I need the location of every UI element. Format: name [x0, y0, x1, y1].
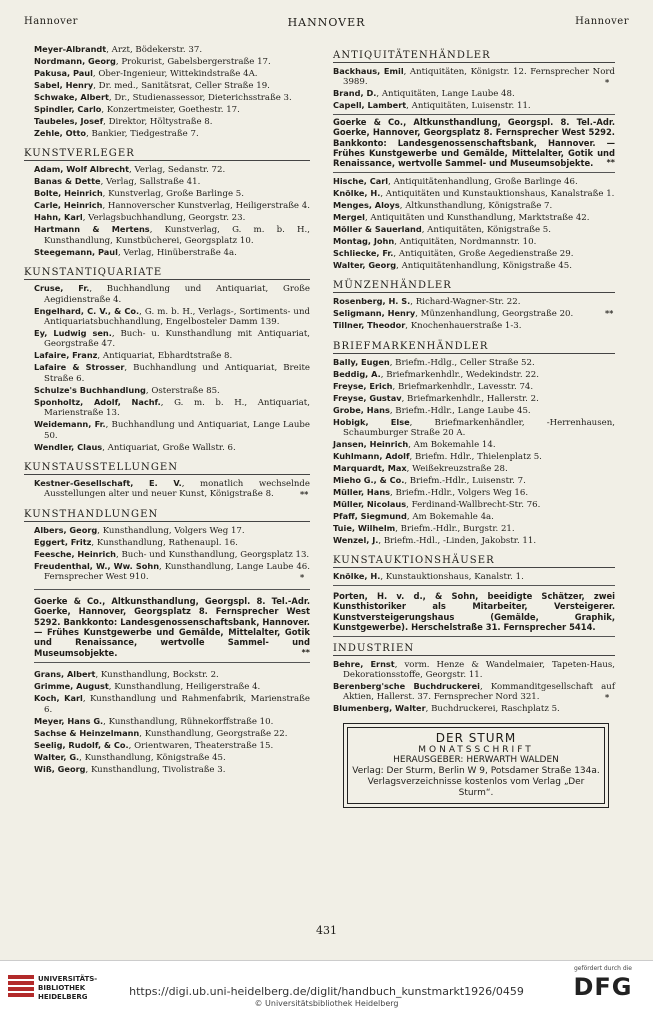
sturm-address: Verlag: Der Sturm, Berlin W 9, Potsdamer Straße 134a. Verlagsverzeichnisse kostenlos vom Verlag „Der Sturm“.: [352, 765, 600, 798]
entry-name: Walter, G.: [34, 751, 80, 762]
entry-name: Freyse, Erich: [333, 380, 393, 391]
entry-details: , Antiquitäten, Luisenstr. 11.: [406, 101, 531, 112]
entry-name: Schwake, Albert: [34, 92, 109, 102]
entry-name: Brand, D.: [333, 88, 377, 99]
entry-name: Hische, Carl: [333, 175, 389, 186]
entry-name: Knölke, H.: [333, 571, 381, 582]
entry-details: , Dr. med., Sanitätsrat, Celler Straße 19.: [93, 81, 270, 91]
entry-name: Wendler, Claus: [34, 441, 103, 452]
entry-details: , Ober-Ingenieur, Wittekindstraße 4A.: [92, 69, 258, 79]
entry-details: , Altkunsthandlung, Königstraße 7.: [399, 200, 553, 211]
list-kunstauktion: [333, 571, 615, 582]
directory-entry: [34, 224, 310, 246]
entry-name: Behre, Ernst: [333, 658, 395, 669]
entry-details: , Buchdruckerei, Raschplatz 5.: [425, 704, 560, 715]
directory-entry: [333, 248, 615, 259]
ad-goerke-left: [34, 596, 310, 658]
entry-name: Cruse, Fr.: [34, 283, 90, 294]
entry-details: , Kunstauktionshaus, Kanalstr. 1.: [380, 572, 524, 583]
directory-entry: [34, 44, 310, 55]
entry-details: , Antiquitätenhandlung, Königstraße 45.: [396, 260, 572, 271]
directory-entry: Seligmann, Henry, Münzenhandlung, Georgstraße 20. **: [333, 308, 614, 320]
entry-name: Taubeles, Josef: [34, 116, 104, 126]
list-kunsthandlungen-2: [34, 669, 310, 775]
directory-entry: [333, 523, 615, 534]
entry-name: Spindler, Carlo: [34, 104, 102, 114]
entry-details: , Prokurist, Gabelsbergerstraße 17.: [115, 57, 271, 67]
entry-name: Wiß, Georg: [34, 763, 86, 774]
entry-details: , Antiquitätenhandlung, Große Barlinge 46.: [388, 176, 578, 187]
list-antiquitaeten-2: [333, 176, 615, 271]
entry-details: , Kunsthandlung, Volgers Weg 17.: [97, 525, 245, 536]
directory-entry: [333, 88, 615, 99]
entry-details: , G. m. b. H., Verlags-, Sortiments- und Antiquariatsbuchhandlung, Engelbosteler Damm 139.: [44, 306, 310, 328]
entry-details: , Hannoverscher Kunstverlag, Heiligerstraße 4.: [102, 201, 310, 212]
copyright-notice: © Universitätsbibliothek Heidelberg: [254, 999, 399, 1008]
directory-entry: [34, 752, 310, 763]
directory-entry: [34, 188, 310, 199]
entry-name: Zehle, Otto: [34, 128, 87, 138]
entry-details: , Verlag, Sallstraße 41.: [100, 177, 201, 188]
entry-details: , G. m. b. H., Antiquariat, Marienstraße 13.: [44, 397, 310, 419]
directory-entry: [333, 417, 615, 439]
entry-details: , Verlagsbuchhandlung, Georgstr. 23.: [82, 213, 246, 224]
entry-details: , Kunsthandlung, Heiligerstraße 4.: [108, 682, 261, 693]
directory-entry: [333, 405, 615, 416]
directory-entry: [333, 100, 615, 111]
entry-name: Tuie, Wilhelm: [333, 523, 396, 534]
header-center: HANNOVER: [287, 16, 366, 29]
directory-entry: [333, 475, 615, 486]
directory-entry: Backhaus, Emil, Antiquitäten, Königstr. 12. Fernsprecher Nord 3989. *: [333, 66, 615, 88]
directory-entry: [34, 397, 310, 419]
entry-details: , Antiquitäten, Königstr. 12. Fernsprecher Nord 3989.: [343, 67, 615, 88]
entry-details: , Knochenhauerstraße 1-3.: [405, 321, 522, 332]
list-top: [34, 44, 310, 139]
entry-name: Nordmann, Georg: [34, 56, 116, 66]
entry-name: Berenberg'sche Buchdruckerei: [333, 680, 480, 691]
directory-entry: [333, 703, 615, 714]
entry-details: , Antiquitäten, Große Aegedienstraße 29.: [393, 248, 574, 259]
entry-name: Montag, John: [333, 235, 395, 246]
entry-name: Knölke, H.: [333, 187, 381, 198]
section-heading-antiquitaeten: ANTIQUITÄTENHÄNDLER: [333, 47, 615, 63]
directory-entry: Freudenthal, W., Ww. Sohn, Kunsthandlung, Lange Laube 46. Fernsprecher West 910. *: [34, 560, 310, 583]
directory-entry: [34, 681, 310, 692]
section-heading-industrien: INDUSTRIEN: [333, 640, 615, 656]
dfg-logo[interactable]: [567, 965, 639, 1011]
entry-name: Carle, Heinrich: [34, 200, 103, 211]
entry-details: , Briefm.-Hdl., -Linden, Jakobstr. 11.: [378, 536, 537, 547]
entry-details: , Buchhandlung und Antiquariat, Lange Laube 50.: [44, 420, 311, 441]
entry-name: Walter, Georg: [333, 259, 397, 270]
directory-entry: [333, 224, 615, 235]
entry-details: , Kunsthandlung, Königstraße 45.: [79, 752, 226, 763]
entry-details: , Kunsthandlung, Tivolistraße 3.: [85, 764, 226, 775]
directory-entry: [34, 176, 310, 187]
entry-name: Freyse, Gustav: [333, 392, 402, 403]
entry-name: Hahn, Karl: [34, 212, 83, 223]
directory-entry: [34, 669, 310, 680]
entry-name: Seelig, Rudolf, & Co.: [34, 739, 129, 750]
list-muenzen: [333, 296, 615, 331]
page-number: 431: [316, 924, 337, 937]
directory-entry: [34, 549, 310, 560]
directory-entry: [333, 463, 615, 474]
directory-entry: [34, 350, 310, 361]
entry-details: , Orientwaren, Theaterstraße 15.: [128, 740, 274, 751]
directory-entry: Berenberg'sche Buchdruckerei, Kommanditgesellschaft auf Aktien, Hallerst. 37. Fernsprecher Nord 321. *: [333, 680, 616, 703]
list-kunstausstellungen: [34, 478, 310, 500]
section-heading-kunsthandlungen: KUNSTHANDLUNGEN: [24, 506, 310, 522]
entry-details: , Kunstverlag, Große Barlinge 5.: [102, 189, 244, 200]
entry-name: Weidemann, Fr.: [34, 419, 106, 430]
directory-entry: [34, 164, 310, 175]
entry-name: Mieho G., & Co.: [333, 475, 405, 486]
directory-entry: [333, 212, 615, 223]
running-header: [24, 16, 629, 30]
divider: [34, 662, 310, 663]
entry-details: , Arzt, Bödekerstr. 37.: [106, 45, 203, 55]
entry-name: Capell, Lambert: [333, 100, 407, 111]
entry-name: Bally, Eugen: [333, 356, 390, 367]
section-heading-kunstantiquariate: KUNSTANTIQUARIATE: [24, 264, 310, 280]
directory-entry: [333, 487, 615, 498]
directory-entry: [34, 128, 310, 139]
directory-entry: [34, 212, 310, 223]
entry-details: , vorm. Henze & Wandelmaier, Tapeten-Haus, Dekorationsstoffe, Georgstr. 11.: [343, 659, 615, 680]
entry-details: , Briefm.-Hdlg., Celler Straße 52.: [389, 357, 535, 368]
entry-name: Müller, Hans: [333, 487, 391, 498]
entry-name: Beddig, A.: [333, 368, 381, 379]
directory-entry: [34, 56, 310, 67]
entry-details: , Verlag, Hinüberstraße 4a.: [117, 247, 237, 258]
directory-entry: [333, 260, 615, 271]
entry-name: Kestner-Gesellschaft, E. V.: [34, 478, 182, 489]
directory-entry: [333, 451, 615, 462]
entry-name: Eggert, Fritz: [34, 536, 92, 547]
list-industrien: [333, 659, 615, 715]
directory-entry: [34, 728, 310, 739]
directory-entry: [34, 328, 310, 350]
ad-goerke-right-text: Goerke & Co., Altkunsthandlung, Georgspl. 8. Tel.-Adr. Goerke, Hannover, Georgsplatz 8. Fernsprecher West 5292. Bankkonto: Landesgenossenschaftsbank, Hannover. — Frühes Kunstgewerbe und Gemälde, Mittelalter, Gotik und Renaissance, wertvolle Sammel- und Museumsobjekte.: [333, 116, 615, 169]
ad-goerke-left-mark: **: [301, 647, 310, 657]
entry-name: Bolte, Heinrich: [34, 188, 103, 199]
directory-entry: [333, 393, 615, 404]
entry-name: Feesche, Heinrich: [34, 548, 117, 559]
entry-details: , Kunsthandlung und Rahmenfabrik, Marienstraße 6.: [44, 694, 310, 715]
entry-details: , Konzertmeister, Goethestr. 17.: [101, 105, 240, 115]
der-sturm-advertisement: [343, 723, 609, 808]
entry-details: , Osterstraße 85.: [145, 385, 220, 396]
entry-name: Grimme, August: [34, 681, 109, 692]
entry-details: , Briefm.-Hdlr., Burgstr. 21.: [395, 524, 515, 535]
directory-entry: [333, 176, 615, 187]
entry-name: Möller & Sauerland: [333, 223, 422, 234]
entry-name: Hobigk, Else: [333, 416, 410, 427]
entry-name: Kuhlmann, Adolf: [333, 451, 410, 462]
entry-details: , Antiquitäten und Kunstauktionshaus, Kanalstraße 1.: [380, 188, 615, 199]
entry-details: , Am Bokemahle 4a.: [406, 512, 494, 523]
permalink-url[interactable]: https://digi.ub.uni-heidelberg.de/diglit/handbuch_kunstmarkt1926/0459: [129, 985, 524, 998]
entry-name: Schliecke, Fr.: [333, 247, 394, 258]
entry-details: , Buch- u. Kunsthandlung mit Antiquariat, Georgstraße 47.: [44, 329, 311, 350]
list-antiquitaeten: [333, 66, 615, 112]
directory-entry: [34, 283, 310, 305]
ad-porten: Porten, H. v. d., & Sohn, beeidigte Schätzer, zwei Kunsthistoriker als Mitarbeiter, Versteigerer. Kunstversteigerungshaus (Gemälde, Graphik, Kunstgewerbe). Herschelstraße 31. Fernsprecher 5414.: [333, 590, 615, 633]
left-column: [24, 44, 311, 781]
entry-details: , Verlag, Sedanstr. 72.: [129, 165, 226, 176]
viewer-footer: [0, 960, 653, 1014]
directory-entry: [333, 236, 615, 247]
sturm-publisher: HERAUSGEBER: HERWARTH WALDEN: [393, 754, 559, 765]
entry-name: Grans, Albert: [34, 669, 96, 680]
entry-name: Menges, Aloys: [333, 199, 400, 210]
entry-details: , Kommanditgesellschaft auf Aktien, Hallerst. 37. Fernsprecher Nord 321.: [343, 681, 616, 703]
entry-details: , Kunsthandlung, Bockstr. 2.: [95, 670, 219, 681]
entry-details: , Kunsthandlung, Lange Laube 46. Fernsprecher West 910.: [44, 561, 310, 583]
entry-name: Sachse & Heinzelmann: [34, 727, 140, 738]
list-kunstverleger: [34, 164, 310, 258]
entry-name: Seligmann, Henry: [333, 308, 416, 319]
directory-entry: [333, 200, 615, 211]
header-left: Hannover: [24, 16, 78, 27]
entry-details: , Buchhandlung und Antiquariat, Große Aegidienstraße 4.: [44, 284, 310, 305]
entry-name: Wenzel, J.: [333, 535, 379, 546]
entry-name: Steegemann, Paul: [34, 246, 118, 257]
entry-details: , Briefm.-Hdlr., Volgers Weg 16.: [390, 488, 529, 499]
entry-details: , Buchhandlung und Antiquariat, Breite Straße 6.: [44, 363, 310, 384]
entry-details: , Buch- und Kunsthandlung, Georgsplatz 13.: [116, 549, 310, 560]
entry-name: Grobe, Hans: [333, 404, 390, 415]
directory-entry: [333, 320, 615, 331]
entry-details: , Briefm.-Hdlr., Luisenstr. 7.: [404, 476, 526, 487]
ad-goerke-right: [333, 117, 615, 169]
directory-entry: [333, 499, 615, 510]
section-heading-kunstverleger: KUNSTVERLEGER: [24, 145, 310, 161]
divider: [333, 636, 615, 637]
entry-name: Meyer-Albrandt: [34, 44, 107, 54]
directory-entry: [34, 80, 310, 91]
entry-name: Sponholtz, Adolf, Nachf.: [34, 396, 161, 407]
entry-name: Schulze's Buchhandlung: [34, 384, 146, 395]
entry-details: , Antiquariat, Große Wallstr. 6.: [102, 442, 236, 453]
entry-details: , Kunsthandlung, Rühnekorffstraße 10.: [103, 716, 274, 727]
entry-details: , Kunsthandlung, Rathenaupl. 16.: [91, 537, 238, 548]
entry-details: , Briefmarkenhdlr., Lavesstr. 74.: [392, 381, 534, 392]
directory-entry: [34, 200, 310, 211]
entry-details: , Antiquariat, Ebhardtstraße 8.: [97, 351, 233, 362]
list-kunstantiquariate: [34, 283, 310, 453]
directory-entry: [34, 116, 310, 127]
entry-details: , Am Bokemahle 14.: [408, 440, 496, 451]
entry-details: , Ferdinand-Wallbrecht-Str. 76.: [406, 500, 541, 511]
directory-entry: [333, 659, 615, 681]
entry-details: , Briefm. Hdlr., Thielenplatz 5.: [409, 452, 542, 463]
section-heading-briefmarken: BRIEFMARKENHÄNDLER: [333, 338, 615, 354]
dfg-caption: gefördert durch die: [574, 965, 632, 972]
directory-entry: [34, 68, 310, 79]
entry-name: Jansen, Heinrich: [333, 439, 409, 450]
divider: [333, 114, 615, 115]
entry-details: , Kunsthandlung, Georgstraße 22.: [139, 728, 288, 739]
entry-details: , Weißekreuzstraße 28.: [406, 464, 508, 475]
entry-name: Pfaff, Siegmund: [333, 511, 407, 522]
entry-name: Ey, Ludwig sen.: [34, 328, 112, 339]
entry-name: Adam, Wolf Albrecht: [34, 164, 129, 175]
entry-name: Tillner, Theodor: [333, 320, 406, 331]
directory-entry: [333, 439, 615, 450]
directory-entry: [34, 537, 310, 548]
sturm-subtitle: MONATSSCHRIFT: [418, 744, 534, 755]
list-kunsthandlungen: [34, 525, 310, 583]
entry-name: Rosenberg, H. S.: [333, 296, 411, 307]
ad-goerke-right-mark: **: [606, 158, 615, 168]
entry-name: Pakusa, Paul: [34, 68, 93, 78]
directory-entry: [34, 104, 310, 115]
entry-name: Hartmann & Mertens: [34, 224, 150, 235]
section-heading-kunstauktion: KUNSTAUKTIONSHÄUSER: [333, 552, 615, 568]
entry-details: , Dr., Studienassessor, Dieterichsstraße 3.: [108, 93, 292, 103]
entry-details: , Direktor, Höltystraße 8.: [103, 117, 213, 127]
entry-details: , Antiquitäten, Königstraße 5.: [421, 224, 551, 235]
section-heading-muenzen: MÜNZENHÄNDLER: [333, 277, 615, 293]
entry-name: Banas & Dette: [34, 176, 101, 187]
entry-details: , Kunstverlag, G. m. b. H., Kunsthandlung, Kunstbücherei, Georgsplatz 10.: [44, 225, 310, 246]
entry-name: Sabel, Henry: [34, 80, 94, 90]
entry-details: , monatlich wechselnde Ausstellungen alter und neuer Kunst, Königstraße 8.: [44, 479, 310, 500]
entry-details: , Briefmarkenhdlr., Hallerstr. 2.: [401, 393, 539, 404]
ad-goerke-left-text: Goerke & Co., Altkunsthandlung, Georgspl. 8. Tel.-Adr. Goerke, Hannover, Georgsplatz 8. Fernsprecher West 5292. Bankkonto: Landesgenossenschaftsbank, Hannover. — Frühes Kunstgewerbe und Gemälde, Mittelalter, Gotik und Renaissance, wertvolle Sammel- und Museumsobjekte.: [34, 595, 310, 658]
directory-entry: [34, 442, 310, 453]
library-logo-text: UNIVERSITÄTS- BIBLIOTHEK HEIDELBERG: [38, 975, 98, 1001]
entry-details: , Briefm.-Hdlr., Lange Laube 45.: [389, 405, 531, 416]
entry-name: Mergel: [333, 211, 365, 222]
entry-details: , Richard-Wagner-Str. 22.: [410, 297, 521, 308]
right-column: [333, 44, 615, 808]
entry-name: Marquardt, Max: [333, 463, 407, 474]
directory-entry: [34, 247, 310, 258]
directory-entry: [34, 693, 310, 715]
directory-entry: [34, 716, 310, 727]
directory-entry: [333, 188, 615, 199]
entry-name: Engelhard, C. V., & Co.: [34, 305, 140, 316]
entry-details: , Antiquitäten, Nordmannstr. 10.: [394, 236, 537, 247]
entry-details: , Antiquitäten, Lange Laube 48.: [376, 89, 515, 100]
sturm-title: DER STURM: [435, 730, 517, 745]
directory-entry: [34, 362, 310, 384]
entry-name: Albers, Georg: [34, 524, 98, 535]
entry-name: Backhaus, Emil: [333, 66, 404, 76]
directory-entry: [34, 525, 310, 536]
directory-entry: [34, 740, 310, 751]
divider: [333, 172, 615, 173]
divider: [34, 589, 310, 590]
directory-entry: [34, 92, 310, 103]
list-briefmarken: [333, 357, 615, 547]
entry-name: Blumenberg, Walter: [333, 703, 426, 714]
section-heading-kunstausstellungen: KUNSTAUSSTELLUNGEN: [24, 459, 310, 475]
entry-details: , Briefmarkenhändler, -Herrenhausen, Schaumburger Straße 20 A.: [343, 417, 615, 439]
directory-entry: [333, 381, 615, 392]
directory-entry: [34, 764, 310, 775]
directory-entry: [333, 571, 615, 582]
directory-entry: [333, 357, 615, 368]
directory-entry: [34, 385, 310, 396]
entry-details: , Bankier, Tiedgestraße 7.: [86, 129, 199, 139]
directory-entry: [333, 369, 615, 380]
directory-entry: [34, 306, 310, 328]
entry-name: Müller, Nicolaus: [333, 499, 407, 510]
entry-name: Lafaire, Franz: [34, 350, 98, 361]
entry-details: , Briefmarkenhdlr., Wedekindstr. 22.: [380, 369, 539, 380]
directory-entry: [333, 296, 615, 307]
divider: [333, 585, 615, 586]
entry-name: Lafaire & Strosser: [34, 362, 125, 373]
header-right: Hannover: [575, 16, 629, 27]
directory-entry: [34, 419, 310, 441]
directory-entry: [333, 511, 615, 522]
dfg-icon: DFG: [573, 973, 633, 1001]
entry-details: , Antiquitäten und Kunsthandlung, Marktstraße 42.: [364, 212, 590, 223]
entry-details: , Münzenhandlung, Georgstraße 20.: [415, 309, 574, 320]
entry-name: Freudenthal, W., Ww. Sohn: [34, 560, 160, 571]
directory-entry: [333, 535, 615, 546]
entry-name: Koch, Karl: [34, 693, 83, 704]
entry-name: Meyer, Hans G.: [34, 715, 104, 726]
directory-entry: Kestner-Gesellschaft, E. V., monatlich wechselnde Ausstellungen alter und neuer Kunst, Königstraße 8. **: [34, 478, 310, 500]
